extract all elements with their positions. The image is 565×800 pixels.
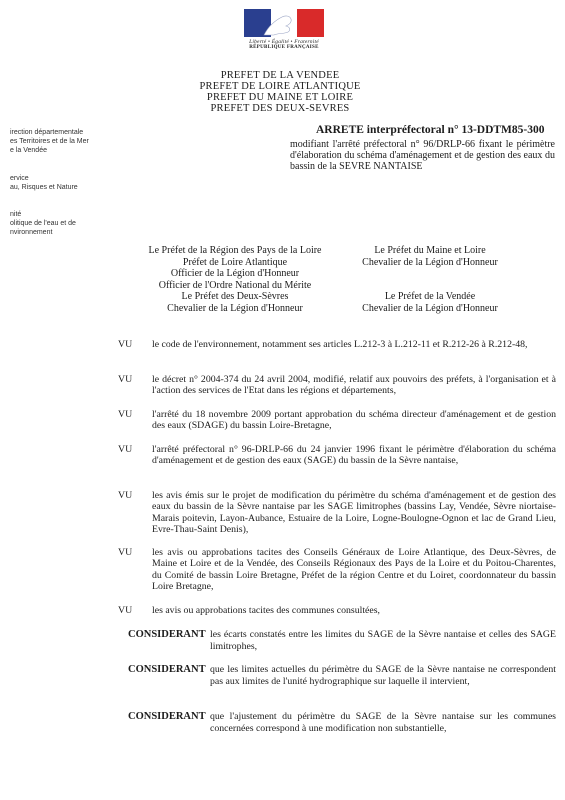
vu-label: VU [118, 547, 133, 558]
sidebar-line: olitique de l'eau et de [10, 220, 76, 227]
signatory-deux-sevres [150, 291, 320, 314]
vu-label: VU [118, 374, 133, 385]
signatory-line: Chevalier de la Légion d'Honneur [362, 302, 498, 314]
sidebar-line: ervice [10, 175, 29, 182]
sidebar-line: irection départementale [10, 129, 84, 136]
marianne-flag-icon [244, 9, 324, 37]
considerant-text: les écarts constatés entre les limites du SAGE de la Sèvre nantaise et celles des SAGE limitrophes, [210, 629, 556, 652]
signatory-line: Le Préfet des Deux-Sèvres [181, 291, 289, 302]
signatory-vendee [345, 291, 515, 314]
vu-text: l'arrêté du 18 novembre 2009 portant approbation du schéma directeur d'aménagement et de gestion des eaux (SDAGE) du bassin Loire-Bretagne, [152, 409, 556, 432]
signatory-pays-loire [140, 245, 330, 291]
signatory-line: Chevalier de la Légion d'Honneur [362, 256, 498, 268]
sidebar-line: au, Risques et Nature [10, 184, 78, 191]
vu-label: VU [118, 339, 133, 350]
signatory-line: Officier de l'Ordre National du Mérite [158, 279, 312, 291]
prefects-header [185, 70, 375, 114]
vu-text: le code de l'environnement, notamment ses articles L.212-3 à L.212-11 et R.212-26 à R.212-48, [152, 339, 528, 350]
signatory-line: Chevalier de la Légion d'Honneur [167, 302, 303, 314]
prefect-line: PREFET DE LA VENDEE [220, 70, 340, 81]
vu-text: les avis ou approbations tacites des Conseils Généraux de Loire Atlantique, des Deux-Sèvres, de Maine et Loire et de la Vendée, des Conseils Régionaux des Pays de la Loire et du Poitou-Charentes, du Comité de bassin Loire Bretagne, Préfet de la région Centre et du Loiret, coordonnateur du bassin Loire Bretagne, [152, 547, 556, 592]
vu-text: l'arrêté préfectoral n° 96-DRLP-66 du 24 janvier 1996 fixant le périmètre d'élaboration du schéma d'aménagement et de gestion des eaux (SAGE) du bassin de la Sèvre nantaise, [152, 444, 556, 467]
sidebar-line: es Territoires et de la Mer [10, 138, 89, 145]
considerant-text: que les limites actuelles du périmètre du SAGE de la Sèvre nantaise ne correspondent pas aux limites de l'unité hydrographique sur laquelle il intervient, [210, 664, 556, 687]
republique-francaise-logo [244, 9, 324, 50]
considerant-label: CONSIDERANT [128, 711, 206, 722]
vu-label: VU [118, 490, 133, 501]
signatory-line: Officier de la Légion d'Honneur [170, 268, 300, 279]
considerant-label: CONSIDERANT [128, 629, 206, 640]
logo-motto: Liberté • Égalité • Fraternité [249, 39, 319, 45]
sidebar-line: nvironnement [10, 229, 53, 236]
arrete-description: modifiant l'arrêté préfectoral n° 96/DRLP-66 fixant le périmètre d'élaboration du schéma d'aménagement et de gestion des eaux du bassin de la SEVRE NANTAISE [290, 139, 555, 172]
vu-label: VU [118, 605, 133, 616]
sidebar-line: e la Vendée [10, 147, 47, 154]
prefect-line: PREFET DU MAINE ET LOIRE [206, 92, 354, 103]
sidebar-line: nité [10, 211, 22, 218]
signatory-line: Le Préfet du Maine et Loire [374, 245, 486, 256]
signatory-maine-loire [340, 245, 520, 268]
arrete-title: ARRETE interpréfectoral n° 13-DDTM85-300 [316, 124, 545, 136]
vu-text: les avis émis sur le projet de modification du périmètre du schéma d'aménagement et de gestion des eaux du bassin de la Sèvre nantaise par les SAGE limitrophes (bassins Lay, Vendée, Sèvre niortaise-Marais poitevin, Layon-Aubance, Estuaire de la Loire, Logne-Boulogne-Ognon et lac de Grand Lieu, Evre-Thau-Saint Denis), [152, 490, 556, 535]
signatory-line: Le Préfet de la Vendée [384, 291, 476, 302]
sidebar-unit [10, 210, 130, 237]
vu-text: les avis ou approbations tacites des communes consultées, [152, 605, 380, 616]
vu-label: VU [118, 409, 133, 420]
sidebar-service [10, 174, 130, 192]
logo-republic: RÉPUBLIQUE FRANÇAISE [249, 45, 319, 50]
vu-text: le décret n° 2004-374 du 24 avril 2004, modifié, relatif aux pouvoirs des préfets, à l'organisation et à l'action des services de l'Etat dans les régions et départements, [152, 374, 556, 397]
sidebar-direction [10, 128, 130, 155]
considerant-label: CONSIDERANT [128, 664, 206, 675]
prefect-line: PREFET DES DEUX-SEVRES [210, 103, 350, 114]
considerant-text: que l'ajustement du périmètre du SAGE de la Sèvre nantaise sur les communes concernées correspond à une modification non substantielle, [210, 711, 556, 734]
vu-label: VU [118, 444, 133, 455]
signatory-line: Le Préfet de la Région des Pays de la Loire [148, 245, 322, 256]
prefect-line: PREFET DE LOIRE ATLANTIQUE [199, 81, 361, 92]
signatory-line: Préfet de Loire Atlantique [182, 256, 288, 268]
